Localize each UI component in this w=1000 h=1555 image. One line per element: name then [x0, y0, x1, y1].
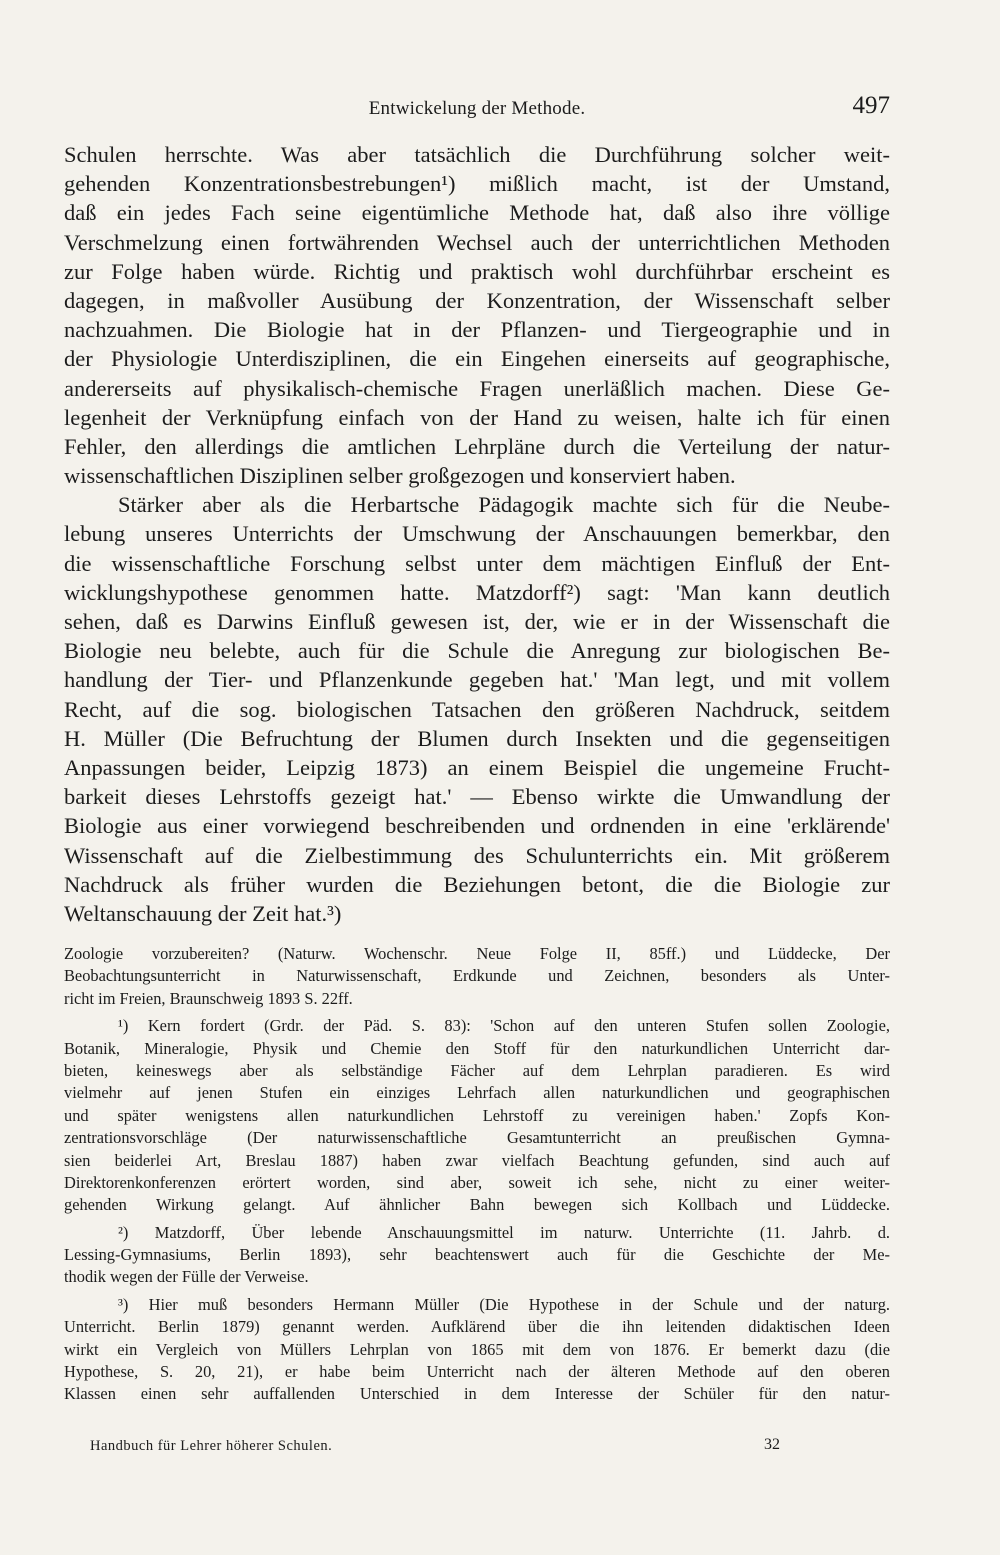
text-line: Fehler, den allerdings die amtlichen Lehrpläne durch die Verteilung der natur-: [64, 433, 890, 459]
footnote-line: Zoologie vorzubereiten? (Naturw. Wochenschr. Neue Folge II, 85ff.) und Lüddecke, Der: [64, 944, 890, 963]
footnote-line: Unterricht. Berlin 1879) genannt werden. Aufklärend über die ihn leitenden didaktischen Ideen: [64, 1317, 890, 1337]
book-title: Handbuch für Lehrer höherer Schulen.: [90, 1438, 333, 1454]
footnotes: [64, 943, 890, 1406]
footnote-continued: [64, 943, 890, 1010]
main-text: [64, 140, 890, 928]
text-line: barkeit dieses Lehrstoffs gezeigt hat.' — Ebenso wirkte die Umwandlung der: [64, 784, 890, 810]
footnote-line: Direktorenkonferenzen erörtert worden, sind aber, soweit ich sehe, nicht zu einer weiter-: [64, 1172, 890, 1192]
footnote-line: Hypothese, S. 20, 21), er habe beim Unterricht nach der älteren Methode auf den oberen: [64, 1362, 890, 1382]
text-line: wicklungshypothese genommen hatte. Matzdorff²) sagt: 'Man kann deutlich: [64, 579, 890, 605]
text-line: wissenschaftlichen Disziplinen selber großgezogen und konserviert haben.: [64, 463, 736, 489]
footnote-3: [64, 1294, 890, 1406]
footnote-line: thodik wegen der Fülle der Verweise.: [64, 1267, 309, 1287]
text-line: Biologie neu belebte, auch für die Schule die Anregung zur biologischen Be-: [64, 638, 890, 664]
footnote-line: richt im Freien, Braunschweig 1893 S. 22ff.: [64, 988, 353, 1008]
text-line: Verschmelzung einen fortwährenden Wechsel auch der unterrichtlichen Methoden: [64, 229, 890, 255]
footnote-line: Botanik, Mineralogie, Physik und Chemie den Stoff für den naturkundlichen Unterricht dar-: [64, 1038, 890, 1058]
footnote-line: vielmehr auf jenen Stufen ein einziges Lehrfach allen naturkundlichen und geographischen: [64, 1083, 890, 1103]
text-line: dagegen, in maßvoller Ausübung der Konzentration, der Wissenschaft selber: [64, 287, 890, 313]
text-line: zur Folge haben würde. Richtig und praktisch wohl durchführbar erscheint es: [64, 258, 890, 284]
text-line: Nachdruck als früher wurden die Beziehungen betont, die die Biologie zur: [64, 871, 890, 897]
text-line: Anpassungen beider, Leipzig 1873) an einem Beispiel die ungemeine Frucht-: [64, 754, 890, 780]
text-line: der Physiologie Unterdisziplinen, die ein Eingehen einerseits auf geographische,: [64, 346, 890, 372]
text-line: legenheit der Verknüpfung einfach von der Hand zu weisen, halte ich für einen: [64, 404, 890, 430]
text-line: nachzuahmen. Die Biologie hat in der Pflanzen- und Tiergeographie und in: [64, 317, 890, 343]
text-line: lebung unseres Unterrichts der Umschwung der Anschauungen bemerkbar, den: [64, 521, 890, 547]
footnote-line: sien beiderlei Art, Breslau 1887) haben zwar vielfach Beachtung gefunden, sind auch auf: [64, 1150, 890, 1170]
text-line: Weltanschauung der Zeit hat.³): [64, 900, 342, 926]
text-line: daß ein jedes Fach seine eigentümliche Methode hat, daß also ihre völlige: [64, 200, 890, 226]
text-line: H. Müller (Die Befruchtung der Blumen durch Insekten und die gegenseitigen: [64, 725, 890, 751]
footnote-line: Beobachtungsunterricht in Naturwissenschaft, Erdkunde und Zeichnen, besonders als Unter-: [64, 966, 890, 986]
text-line: andererseits auf physikalisch-chemische Fragen unerläßlich machen. Diese Ge-: [64, 375, 890, 401]
running-title: Entwickelung der Methode.: [368, 98, 586, 119]
page-number: 497: [852, 92, 890, 119]
footnote-line: ²) Matzdorff, Über lebende Anschauungsmittel im naturw. Unterrichte (11. Jahrb. d.: [118, 1222, 890, 1242]
text-line: handlung der Tier- und Pflanzenkunde gegeben hat.' 'Man legt, und mit vollem: [64, 667, 890, 693]
text-line: Wissenschaft auf die Zielbestimmung des Schulunterrichts ein. Mit größerem: [64, 842, 890, 868]
footnote-line: Lessing-Gymnasiums, Berlin 1893), sehr beachtenswert auch für die Geschichte der Me-: [64, 1245, 890, 1265]
footnote-line: bieten, keineswegs aber als selbständige Fächer auf dem Lehrplan paradieren. Es wird: [64, 1060, 890, 1080]
footnote-line: zentrationsvorschläge (Der naturwissenschaftliche Gesamtunterricht an preußischen Gymna-: [64, 1128, 890, 1148]
text-line: Schulen herrschte. Was aber tatsächlich die Durchführung solcher weit-: [64, 142, 890, 167]
text-line: die wissenschaftliche Forschung selbst unter dem mächtigen Einfluß der Ent-: [64, 550, 890, 576]
footnote-line: ¹) Kern fordert (Grdr. der Päd. S. 83): 'Schon auf den unteren Stufen sollen Zoologie,: [118, 1016, 890, 1036]
text-line: sehen, daß es Darwins Einfluß gewesen ist, der, wie er in der Wissenschaft die: [64, 609, 890, 634]
text-line: Recht, auf die sog. biologischen Tatsachen den größeren Nachdruck, seitdem: [64, 696, 890, 722]
footnote-line: wirkt ein Vergleich von Müllers Lehrplan von 1865 mit dem von 1876. Er bemerkt dazu (die: [64, 1339, 890, 1359]
text-line: Stärker aber als die Herbartsche Pädagogik machte sich für die Neube-: [118, 492, 890, 518]
footnote-line: ³) Hier muß besonders Hermann Müller (Die Hypothese in der Schule und der naturg.: [118, 1294, 890, 1314]
page-header: [64, 92, 890, 128]
text-line: gehenden Konzentrationsbestrebungen¹) mißlich macht, ist der Umstand,: [64, 171, 890, 197]
signature-mark: 32: [764, 1436, 780, 1453]
text-line: Biologie aus einer vorwiegend beschreibenden und ordnenden in eine 'erklärende': [64, 813, 890, 839]
footnote-line: Klassen einen sehr auffallenden Unterschied in dem Interesse der Schüler für den natur-: [64, 1384, 890, 1404]
footnote-2: [64, 1222, 890, 1289]
footnote-line: und später wenigstens allen naturkundlichen Lehrstoff zu vereinigen haben.' Zopfs Kon-: [64, 1105, 890, 1125]
footnote-line: gehenden Wirkung gelangt. Auf ähnlicher Bahn bewegen sich Kollbach und Lüddecke.: [64, 1195, 890, 1215]
footnote-1: [64, 1015, 890, 1217]
